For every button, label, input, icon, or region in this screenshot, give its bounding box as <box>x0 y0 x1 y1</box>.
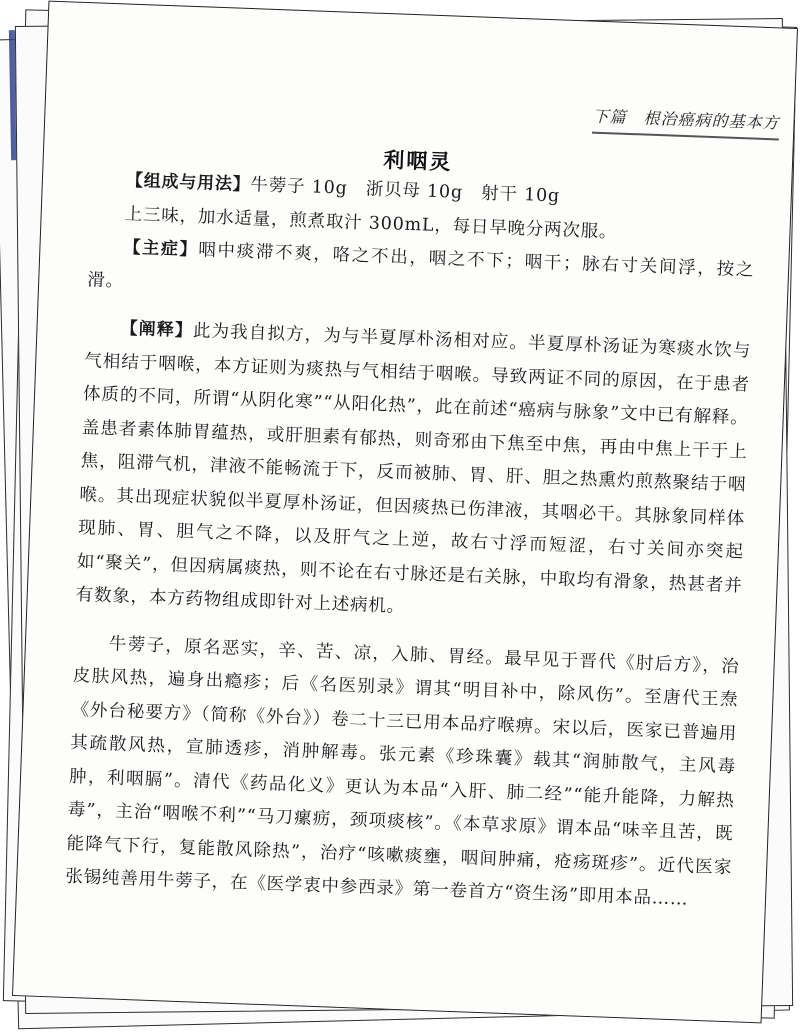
book-page <box>12 1 798 1024</box>
page-body <box>65 163 757 918</box>
composition-usage: 上三味，加水适量，煎煮取汁 300mL，每日早晚分两次服。 <box>124 204 618 243</box>
indication-text: 咽中痰滞不爽，咯之不出，咽之不下；咽干；脉右寸关间浮，按之滑。 <box>86 240 755 292</box>
indication-label: 【主症】 <box>123 237 199 261</box>
herb-paragraph: 牛蒡子，原名恶实，辛、苦、凉，入肺、胃经。最早见于晋代《肘后方》，治皮肤风热，遍身出瘾疹；后《名医别录》谓其“明目补中，除风伤”。至唐代王焘《外台秘要方》（简称《外台》）卷二十三已用本品疗喉痹。宋以后，医家已普遍用其疏散风热，宣肺透疹，消肿解毒。张元素《珍珠囊》载其“润肺散气，主风毒肿，利咽膈”。清代《药品化义》更认为本品“入肝、肺二经”“能升能降，力解热毒”，主治“咽喉不利”“马刀瘰疬，颈项痰核”。《本草求原》谓本品“味辛且苦，既能降气下行，复能散风除热”，治疗“咳嗽痰壅，咽间肿痛，疮疡斑疹”。近代医家张锡纯善用牛蒡子，在《医学衷中参西录》第一卷首方“资生汤”即用本品…… <box>65 633 740 910</box>
explanation-text: 此为我自拟方，为与半夏厚朴汤相对应。半夏厚朴汤证为寒痰水饮与气相结于咽喉，本方证则为痰热与气相结于咽喉。导致两证不同的原因，在于患者体质的不同，所谓“从阴化寒”“从阳化热”，此在前述“癌病与脉象”文中已有解释。盖患者素体肺胃蕴热，或肝胆素有郁热，则奇邪由下焦至中焦，再由中焦上干于上焦，阻滞气机，津液不能畅流于下，反而被肺、胃、肝、胆之热熏灼煎熬聚结于咽喉。其出现症状貌似半夏厚朴汤证，但因痰热已伤津液，其咽必干。其脉象同样体现肺、胃、胆气之不降，以及肝气之上逆，故右寸浮而短涩，右寸关间亦突起如“聚关”，但因病属痰热，则不论在右寸脉还是右关脉，中取均有滑象，热甚者并有数象，本方药物组成即针对上述病机。 <box>75 321 752 618</box>
running-header: 下篇 根治癌病的基本方 <box>592 104 780 141</box>
explanation-label: 【阐释】 <box>120 318 194 342</box>
composition-ingredients: 牛蒡子 10g 浙贝母 10g 射干 10g <box>250 175 561 207</box>
explanation-paragraph <box>75 311 752 637</box>
composition-label: 【组成与用法】 <box>125 170 251 196</box>
prescription-title: 利咽灵 <box>382 147 453 175</box>
